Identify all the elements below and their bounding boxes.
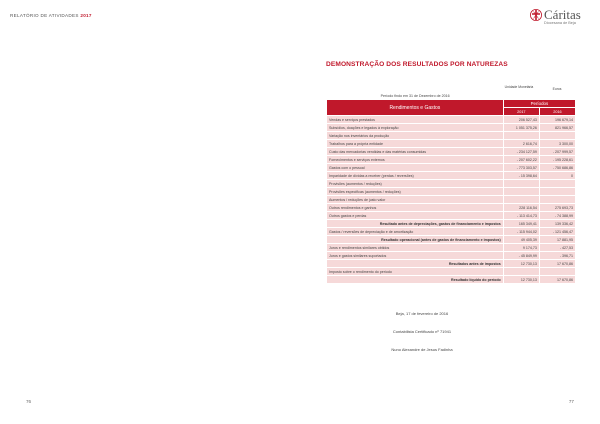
value-2017: - 207 602,22 — [503, 156, 539, 164]
value-2016: 17 670,86 — [539, 276, 575, 284]
report-title: RELATÓRIO DE ATIVIDADES — [10, 13, 79, 18]
value-2016 — [539, 132, 575, 140]
row-label: Juros e rendimentos similares obtidos — [327, 244, 503, 252]
value-2017: - 113 414,73 — [503, 212, 539, 220]
currency-label: Euros — [552, 87, 562, 91]
row-label: Juros e gastos similares suportados — [327, 252, 503, 260]
value-2016: 17 881,95 — [539, 236, 575, 244]
row-label: Vendas e serviços prestados — [327, 116, 503, 124]
table-row — [327, 180, 575, 188]
table-row — [327, 156, 575, 164]
value-2016 — [539, 196, 575, 204]
row-label: Resultado líquido do período — [327, 276, 503, 284]
value-2016: 0 — [539, 172, 575, 180]
table-row — [327, 252, 575, 260]
row-label: Outros rendimentos e ganhos — [327, 204, 503, 212]
logo-subtitle: Diocesana de Beja — [544, 21, 576, 25]
value-2017: - 234 127,59 — [503, 148, 539, 156]
periods-header: Períodos — [503, 100, 575, 108]
value-2017 — [503, 268, 539, 276]
table-row — [327, 220, 575, 228]
value-2016: - 427,53 — [539, 244, 575, 252]
footer-date: Beja, 17 de fevereiro de 2016 — [395, 311, 449, 316]
value-2016: - 396,71 — [539, 252, 575, 260]
value-2016: 275 693,73 — [539, 204, 575, 212]
row-label: Outros gastos e perdas — [327, 212, 503, 220]
value-2017: - 773 303,57 — [503, 164, 539, 172]
value-2016: - 74 388,99 — [539, 212, 575, 220]
row-label: Subsídios, doações e legados à exploração — [327, 124, 503, 132]
table-row — [327, 204, 575, 212]
value-2017: - 115 944,02 — [503, 228, 539, 236]
page-title: DEMONSTRAÇÃO DOS RESULTADOS POR NATUREZAS — [326, 61, 508, 68]
period-row — [327, 92, 575, 100]
value-2017: 165 349,41 — [503, 220, 539, 228]
report-year: 2017 — [80, 13, 92, 18]
table-row — [327, 188, 575, 196]
value-2017: 12 730,13 — [503, 260, 539, 268]
value-2016 — [539, 188, 575, 196]
unit-label: Unidade Monetária — [504, 85, 534, 89]
report-header — [10, 13, 92, 18]
value-2016: 139 336,42 — [539, 220, 575, 228]
value-2016: - 750 686,86 — [539, 164, 575, 172]
column-header: Rendimentos e Gastos — [327, 100, 503, 116]
table-row — [327, 140, 575, 148]
row-label: Variação nos inventários da produção — [327, 132, 503, 140]
value-2016: - 121 456,47 — [539, 228, 575, 236]
value-2016: 821 966,57 — [539, 124, 575, 132]
page-number-left: 76 — [26, 399, 32, 404]
value-2016: - 207 999,57 — [539, 148, 575, 156]
caritas-logo — [530, 8, 590, 30]
value-2017: 206 527,43 — [503, 116, 539, 124]
table-row — [327, 164, 575, 172]
caritas-cross-icon — [530, 8, 542, 22]
year-2016: 2016 — [539, 108, 575, 116]
row-label: Gastos / reversões de depreciação e de amortização — [327, 228, 503, 236]
table-row — [327, 132, 575, 140]
table-row — [327, 172, 575, 180]
table-row — [327, 212, 575, 220]
footer-accountant: Contabilista Certificado nº 71941 — [392, 329, 452, 334]
row-label: Resultados antes de impostos — [327, 260, 503, 268]
value-2017: 12 730,13 — [503, 276, 539, 284]
table-row — [327, 228, 575, 236]
table-header-row — [327, 100, 575, 108]
row-label: Custo das mercadorias vendidas e das matérias consumidas — [327, 148, 503, 156]
year-2017: 2017 — [503, 108, 539, 116]
value-2017 — [503, 188, 539, 196]
period-line: Período findo em 31 de Dezembro de 2016 — [327, 92, 503, 100]
row-label: Imposto sobre o rendimento do período — [327, 268, 503, 276]
table-row — [327, 116, 575, 124]
page-number-right: 77 — [568, 399, 574, 404]
value-2017: 49 405,39 — [503, 236, 539, 244]
value-2016 — [539, 180, 575, 188]
row-label: Resultado operacional (antes de gastos de financiamento e impostos) — [327, 236, 503, 244]
table-row — [327, 124, 575, 132]
footer-name: Nuno Alexandre de Jesus Fadinha — [391, 347, 453, 352]
table-row — [327, 260, 575, 268]
table-row — [327, 244, 575, 252]
value-2017: 228 116,54 — [503, 204, 539, 212]
value-2017: - 15 398,64 — [503, 172, 539, 180]
row-label: Provisões específicas (aumentos / reduções) — [327, 188, 503, 196]
value-2016: 3 300,00 — [539, 140, 575, 148]
value-2016: 196 679,14 — [539, 116, 575, 124]
row-label: Gastos com o pessoal — [327, 164, 503, 172]
value-2016: 17 670,86 — [539, 260, 575, 268]
row-label: Aumentos / reduções de justo valor — [327, 196, 503, 204]
table-row — [327, 276, 575, 284]
value-2017 — [503, 132, 539, 140]
value-2017: 9 174,73 — [503, 244, 539, 252]
value-2017 — [503, 180, 539, 188]
value-2017: 1 051 375,26 — [503, 124, 539, 132]
row-label: Trabalhos para a própria entidade — [327, 140, 503, 148]
value-2017: 2 616,74 — [503, 140, 539, 148]
row-label: Resultado antes de depreciações, gastos de financiamento e impostos — [327, 220, 503, 228]
income-statement-table — [327, 92, 575, 284]
row-label: Imparidade de dívidas a receber (perdas / reversões) — [327, 172, 503, 180]
table-row — [327, 148, 575, 156]
value-2017: - 45 849,99 — [503, 252, 539, 260]
value-2016: - 195 228,61 — [539, 156, 575, 164]
value-2017 — [503, 196, 539, 204]
row-label: Fornecimentos e serviços externos — [327, 156, 503, 164]
table-row — [327, 196, 575, 204]
table-row — [327, 268, 575, 276]
row-label: Provisões (aumentos / reduções) — [327, 180, 503, 188]
logo-name: Cáritas — [544, 7, 581, 22]
table-row — [327, 236, 575, 244]
value-2016 — [539, 268, 575, 276]
